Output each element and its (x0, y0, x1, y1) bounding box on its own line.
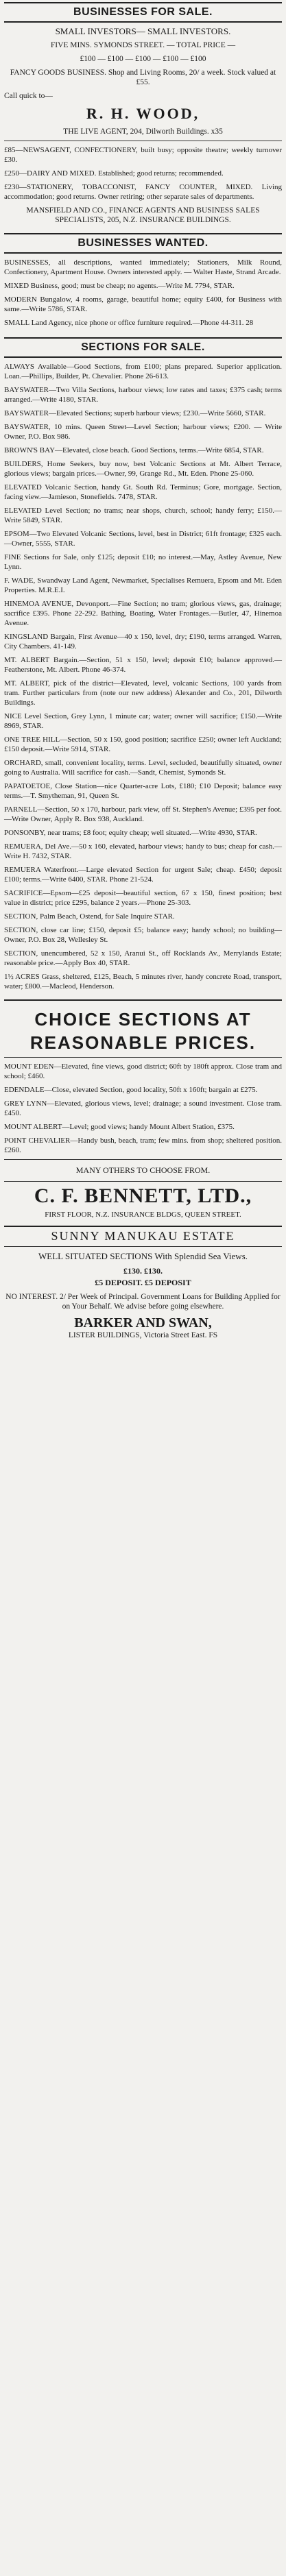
section-ad: REMUERA Waterfront.—Large elevated Section for urgent Sale; cheap. £450; deposit £100; terms.—Write 6400, STAR. Phone 21-524. (4, 866, 282, 884)
wanted-bottom-rule (4, 252, 282, 254)
sunny-manukau-title: SUNNY MANUKAU ESTATE (51, 1229, 235, 1243)
section-ad: EPSOM—Two Elevated Volcanic Sections, level, best in District; 61ft frontage; £325 each.—Owner, 5555, STAR. (4, 530, 282, 548)
choice-ad: EDENDALE—Close, elevated Section, good locality, 50ft x 160ft; bargain at £275. (4, 1086, 258, 1094)
divider (4, 1159, 282, 1160)
choice-top-rule (4, 999, 282, 1001)
choice-rule (4, 1057, 282, 1058)
sale-ad-five-mins: FIVE MINS. SYMONDS STREET. — TOTAL PRICE — (50, 41, 236, 49)
section-ad: BAYSWATER—Two Villa Sections, harbour views; low rates and taxes; £375 cash; terms arranged.—Write 4180, STAR. (4, 386, 282, 404)
section-ad: F. WADE, Swandway Land Agent, Newmarket, Specialises Remuera, Epsom and Mt. Eden Properties. M.R.E.I. (4, 576, 282, 594)
manukau-rule (4, 1246, 282, 1247)
section-ad: NICE Level Section, Grey Lynn, 1 minute car; water; owner will sacrifice; £150.—Write 8969, STAR. (4, 712, 282, 730)
wanted-top-rule (4, 233, 282, 234)
section-ad: PARNELL—Section, 50 x 170, harbour, park view, off St. Stephen's Avenue; £395 per foot.—Write Owner, Apply R. Box 938, Auckland. (4, 805, 282, 823)
section-ad: BAYSWATER—Elevated Sections; superb harbour views; £230.—Write 5660, STAR. (4, 409, 266, 417)
section-ad: MT. ALBERT Bargain.—Section, 51 x 150, level; deposit £10; balance approved.—Featherstone, Mt. Albert. Phone 46-374. (4, 656, 282, 674)
sale-ad-agent-name: R. H. WOOD, (86, 105, 200, 122)
top-rule (4, 2, 282, 3)
choice-ad: POINT CHEVALIER—Handy bush, beach, tram; few mins. from shop; sheltered position. £260. (4, 1137, 282, 1154)
choice-ad: MOUNT EDEN—Elevated, fine views, good district; 60ft by 180ft approx. Close tram and school; £460. (4, 1062, 282, 1080)
section-ad: ONE TREE HILL—Section, 50 x 150, good position; sacrifice £250; owner left Auckland; £150 deposit.—Write 5914, STAR. (4, 736, 282, 753)
section-ad: 1½ ACRES Grass, sheltered, £125, Beach, 5 minutes river, handy concrete Road, transport, water; £800.—Macleod, Henderson. (4, 973, 282, 991)
sale-ad-call-quick: Call quick to— (4, 92, 53, 100)
section-ad: BAYSWATER, 10 mins. Queen Street—Level Section; harbour views; £200. — Write Owner, P.O. Box 986. (4, 423, 282, 441)
section-ad: MT. ALBERT, pick of the district—Elevated, level, volcanic Sections, 100 yards from tram. Further particulars from (note our new address) Alexander and Co., 201, Dilworth Buildings. (4, 679, 282, 707)
bennett-address: FIRST FLOOR, N.Z. INSURANCE BLDGS, QUEEN STREET. (45, 1211, 241, 1219)
section-ad: SECTION, close car line; £150, deposit £5; balance easy; handy school; no building—Owner, P.O. Box 28, Wellesley St. (4, 926, 282, 944)
section-ad: ORCHARD, small, convenient locality, terms. Level, secluded, beautifully situated, owner going to Australia. Will sacrifice for cash.—Sandt, Chemist, Symonds St. (4, 759, 282, 777)
header-rule (4, 21, 282, 23)
deposit-line: £5 DEPOSIT. £5 DEPOSIT (95, 1278, 191, 1287)
wanted-ad-businesses: BUSINESSES, all descriptions, wanted immediately; Stationers, Milk Round, Confectionery, Apartment House. Owners interested apply. — Walter Haste, Strand Arcade. (4, 258, 282, 276)
section-ad: BROWN'S BAY—Elevated, close beach. Good Sections, terms.—Write 6854, STAR. (4, 446, 264, 454)
section-ad: HINEMOA AVENUE, Devonport.—Fine Section; no tram; glorious views, gas, drainage; sacrifice £395. Phone 22-292. Bathing, Boating, Water Frontages.—Butler, 47, Hinemoa Avenue. (4, 600, 282, 627)
sale-ad-dairy: £250—DAIRY AND MIXED. Established; good returns; recommended. (4, 169, 224, 178)
sale-ad-newsagent: £85—NEWSAGENT, CONFECTIONERY, built busy; opposite theatre; weekly turnover £30. (4, 146, 282, 164)
section-ad: ELEVATED Volcanic Section, handy Gt. South Rd. Terminus; Gore, mortgage. Section, facing view.—Jamieson, Stonefields. 7478, STAR. (4, 483, 282, 501)
sale-ad-stationery: £230—STATIONERY, TOBACCONIST, FANCY COUNTER, MIXED. Living accommodation; good returns. Owner retiring; other separate sales of departments. (4, 183, 282, 201)
sale-ad-small-investors: SMALL INVESTORS— SMALL INVESTORS. (55, 26, 231, 36)
barker-name: BARKER AND SWAN, (74, 1315, 212, 1330)
sale-ad-mansfield: MANSFIELD AND CO., FINANCE AGENTS AND BUSINESS SALES SPECIALISTS, 205, N.Z. INSURANCE BUILDINGS. (26, 206, 260, 224)
bennett-name: C. F. BENNETT, LTD., (34, 1184, 252, 1207)
barker-address: LISTER BUILDINGS, Victoria Street East. FS (68, 1331, 218, 1339)
sections-top-rule (4, 337, 282, 339)
section-ad: KINGSLAND Bargain, First Avenue—40 x 150, level, dry; £190, terms arranged. Warren, City Chambers. 41-149. (4, 633, 282, 651)
wanted-ad-land-agency: SMALL Land Agency, nice phone or office furniture required.—Phone 44-311. 28 (4, 319, 254, 327)
sections-for-sale-header: SECTIONS FOR SALE. (81, 341, 205, 353)
section-ad: BUILDERS, Home Seekers, buy now, best Volcanic Sections at Mt. Albert Terrace, glorious views; bargain prices.—Owner, 99, Grange Rd., Mt. Eden. Phone 25-060. (4, 460, 282, 478)
sale-ad-price-line: £100 — £100 — £100 — £100 — £100 (80, 55, 206, 63)
wanted-ad-bungalow: MODERN Bungalow, 4 rooms, garage, beautiful home; equity £400, for Business with same.—Write 5786, STAR. (4, 295, 282, 313)
sale-ad-fancy-goods: FANCY GOODS BUSINESS. Shop and Living Rooms, 20/ a week. Stock valued at £55. (10, 69, 276, 86)
section-ad: SECTION, Palm Beach, Ostend, for Sale Inquire STAR. (4, 912, 175, 921)
section-ad: FINE Sections for Sale, only £125; deposit £10; no interest.—May, Astley Avenue, New Lynn. (4, 553, 282, 571)
choice-ad: MOUNT ALBERT—Level; good views; handy Mount Albert Station, £375. (4, 1123, 235, 1131)
section-ad: SECTION, unencumbered, 52 x 150, Aranui St., off Rocklands Av., Merrylands Estate; reasonable price.—Apply Box 40, STAR. (4, 949, 282, 967)
section-ad: PAPATOETOE, Close Station—nice Quarter-acre Lots, £180; £10 Deposit; balance easy terms.—T. Smytheman, 91, Queen St. (4, 782, 282, 800)
choice-sections-header: CHOICE SECTIONS AT REASONABLE PRICES. (29, 1009, 257, 1053)
section-ad: SACRIFICE—Epsom—£25 deposit—beautiful section, 67 x 150, finest position; best value in district; price £295, balance 2 years.—Phone 25-303. (4, 889, 282, 907)
section-ad: ELEVATED Level Section; no trams; near shops, church, school; handy ferry; £150.—Write 5849, STAR. (4, 507, 282, 524)
section-ad: ALWAYS Available—Good Sections, from £100; plans prepared. Superior application. Loan.—Phillips, Builder, Pt. Chevalier. Phone 26-613. (4, 363, 282, 380)
businesses-wanted-header: BUSINESSES WANTED. (78, 237, 208, 249)
section-ad: REMUERA, Del Ave.—50 x 160, elevated, harbour views; handy to bus; cheap for cash.—Write H. 7432, STAR. (4, 842, 282, 860)
businesses-for-sale-header: BUSINESSES FOR SALE. (73, 6, 213, 18)
sections-list (4, 362, 282, 991)
sections-bottom-rule (4, 356, 282, 358)
manukau-top-rule (4, 1226, 282, 1227)
section-ad: PONSONBY, near trams; £8 foot; equity cheap; well situated.—Write 4930, STAR. (4, 829, 257, 837)
divider (4, 1181, 282, 1182)
many-others-text: MANY OTHERS TO CHOOSE FROM. (75, 1165, 211, 1175)
wanted-ad-mixed: MIXED Business, good; must be cheap; no agents.—Write M. 7794, STAR. (4, 282, 235, 290)
choice-ad: GREY LYNN—Elevated, glorious views, level; drainage; a sound investment. Close tram. £450. (4, 1099, 282, 1117)
no-interest-text: NO INTEREST. 2/ Per Week of Principal. Government Loans for Building Applied for on Your Behalf. We advise before going elsewhere. (5, 1293, 281, 1311)
price-line: £130. £130. (123, 1266, 163, 1276)
sale-ad-agent-address: THE LIVE AGENT, 204, Dilworth Buildings. x35 (63, 127, 223, 136)
well-situated-text: WELL SITUATED SECTIONS With Splendid Sea Views. (38, 1251, 248, 1261)
